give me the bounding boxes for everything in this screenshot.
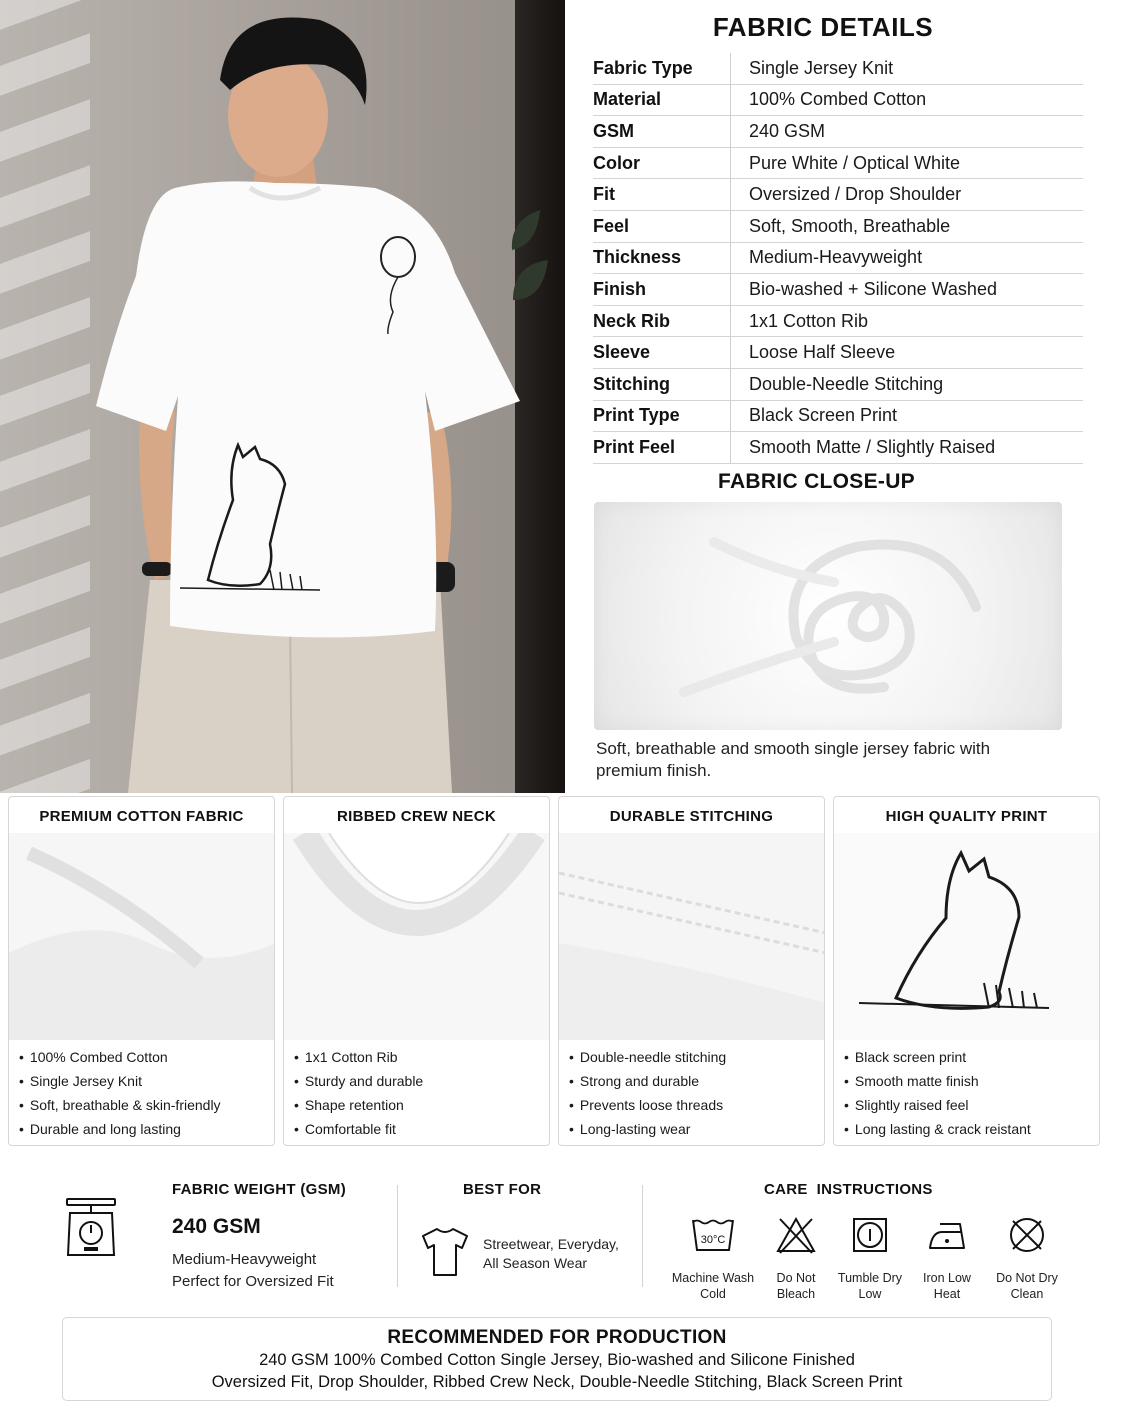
wash-temperature-label: 30°C <box>700 1234 726 1246</box>
care-label-line: Tumble Dry <box>837 1271 903 1285</box>
care-label-line: Do Not <box>776 1271 816 1285</box>
care-item-no-dry-clean <box>982 1216 1072 1302</box>
recommended-line: Oversized Fit, Drop Shoulder, Ribbed Crew Neck, Double-Needle Stitching, Black Screen Print <box>211 1373 903 1391</box>
list-item: • Soft, breathable & skin-friendly <box>19 1093 221 1117</box>
spec-divider <box>730 306 731 337</box>
spec-divider <box>730 274 731 305</box>
weight-desc-line: Medium-Heavyweight <box>172 1251 317 1268</box>
spec-row <box>593 116 1083 148</box>
feature-card-stitching <box>558 796 825 1146</box>
care-label-line: Bleach <box>776 1287 816 1301</box>
spec-value: Black Screen Print <box>749 405 898 426</box>
spec-row <box>593 85 1083 117</box>
spec-row <box>593 179 1083 211</box>
spec-value: Soft, Smooth, Breathable <box>749 215 951 236</box>
card-title: HIGH QUALITY PRINT <box>885 808 1048 825</box>
fabric-details-title: FABRIC DETAILS <box>712 12 934 42</box>
spec-table <box>593 53 1083 464</box>
spec-value: 1x1 Cotton Rib <box>749 310 869 331</box>
list-item: • Long-lasting wear <box>569 1117 726 1141</box>
stitching-graphic <box>559 833 824 1040</box>
best-for-title: BEST FOR <box>463 1181 542 1198</box>
fabric-weight-value: 240 GSM <box>172 1215 261 1238</box>
feature-card-cotton <box>8 796 275 1146</box>
spec-value: Oversized / Drop Shoulder <box>749 184 962 205</box>
scale-icon <box>64 1197 118 1259</box>
best-for-line: Streetwear, Everyday, <box>483 1236 619 1252</box>
care-label-line: Iron Low <box>923 1271 971 1285</box>
spec-label: Fabric Type <box>593 57 693 78</box>
no-dry-clean-icon <box>1007 1216 1047 1254</box>
spec-row <box>593 211 1083 243</box>
list-item: • 100% Combed Cotton <box>19 1045 221 1069</box>
card-bullet-list <box>569 1045 726 1141</box>
care-item-iron <box>902 1216 992 1302</box>
list-item: • Prevents loose threads <box>569 1093 726 1117</box>
spec-label: Finish <box>593 278 646 299</box>
care-instructions-title: CARE INSTRUCTIONS <box>764 1181 933 1198</box>
spec-row <box>593 401 1083 433</box>
best-for-line: All Season Wear <box>483 1255 588 1271</box>
model-photo <box>0 0 565 793</box>
care-label-line: Do Not Dry <box>996 1271 1058 1285</box>
spec-value: Medium-Heavyweight <box>749 247 923 268</box>
fabric-fold-graphic <box>9 833 274 1040</box>
list-item: • Shape retention <box>294 1093 423 1117</box>
card-bullet-list <box>19 1045 221 1141</box>
feature-card-print <box>833 796 1100 1146</box>
fabric-weight-title: FABRIC WEIGHT (GSM) <box>172 1181 347 1198</box>
spec-divider <box>730 211 731 242</box>
print-closeup-image <box>834 833 1099 1040</box>
fabric-closeup-image <box>594 502 1062 730</box>
crew-neck-graphic <box>284 833 549 1040</box>
spec-divider <box>730 179 731 210</box>
card-bullet-list <box>294 1045 423 1141</box>
cat-print-graphic <box>834 833 1099 1040</box>
spec-divider <box>730 243 731 274</box>
tshirt-icon <box>420 1226 470 1278</box>
care-label <box>668 1270 758 1302</box>
spec-value: Bio-washed + Silicone Washed <box>749 278 997 299</box>
list-item: • Black screen print <box>844 1045 1031 1069</box>
recommended-line: 240 GSM 100% Combed Cotton Single Jersey, Bio-washed and Silicone Finished <box>259 1351 855 1369</box>
card-title: PREMIUM COTTON FABRIC <box>39 808 244 825</box>
spec-divider <box>730 337 731 368</box>
spec-row <box>593 369 1083 401</box>
spec-row <box>593 306 1083 338</box>
spec-divider <box>730 85 731 116</box>
spec-value: Smooth Matte / Slightly Raised <box>749 436 996 457</box>
fabric-closeup-caption: Soft, breathable and smooth single jersey fabric with premium finish. <box>596 739 991 780</box>
spec-label: Fit <box>593 184 615 205</box>
list-item: • Strong and durable <box>569 1069 726 1093</box>
care-label-line: Low <box>858 1287 882 1301</box>
list-item: • 1x1 Cotton Rib <box>294 1045 423 1069</box>
spec-value: 100% Combed Cotton <box>749 89 927 110</box>
spec-row <box>593 432 1083 464</box>
list-item: • Durable and long lasting <box>19 1117 221 1141</box>
list-item: • Comfortable fit <box>294 1117 423 1141</box>
spec-value: Loose Half Sleeve <box>749 342 896 363</box>
spec-divider <box>730 369 731 400</box>
spec-label: Neck Rib <box>593 310 671 331</box>
spec-row <box>593 148 1083 180</box>
stitching-image <box>559 833 824 1040</box>
recommended-title: RECOMMENDED FOR PRODUCTION <box>387 1327 727 1348</box>
list-item: • Double-needle stitching <box>569 1045 726 1069</box>
card-title: RIBBED CREW NECK <box>337 808 496 825</box>
card-bullet-list <box>844 1045 1031 1141</box>
spec-value: 240 GSM <box>749 120 826 141</box>
list-item: • Single Jersey Knit <box>19 1069 221 1093</box>
spec-label: Sleeve <box>593 342 651 363</box>
spec-label: Print Feel <box>593 436 676 457</box>
model-illustration <box>0 0 565 793</box>
spec-value: Double-Needle Stitching <box>749 373 944 394</box>
spec-label: Stitching <box>593 373 670 394</box>
spec-divider <box>730 432 731 463</box>
care-label-line: Machine Wash <box>671 1271 755 1285</box>
best-for-description <box>483 1235 619 1273</box>
spec-row <box>593 337 1083 369</box>
care-label-line: Heat <box>933 1287 961 1301</box>
feature-card-neck <box>283 796 550 1146</box>
spec-row <box>593 243 1083 275</box>
care-label <box>902 1270 992 1302</box>
spec-value: Pure White / Optical White <box>749 152 961 173</box>
spec-label: Thickness <box>593 247 682 268</box>
list-item: • Slightly raised feel <box>844 1093 1031 1117</box>
weight-desc-line: Perfect for Oversized Fit <box>172 1273 334 1290</box>
list-item: • Sturdy and durable <box>294 1069 423 1093</box>
spec-label: Color <box>593 152 640 173</box>
cotton-fabric-image <box>9 833 274 1040</box>
fabric-closeup-title: FABRIC CLOSE-UP <box>717 470 915 493</box>
iron-icon <box>926 1216 968 1254</box>
tumble-dry-icon <box>851 1216 889 1254</box>
care-label <box>982 1270 1072 1302</box>
recommended-box <box>62 1317 1052 1401</box>
spec-divider <box>730 116 731 147</box>
section-divider <box>642 1185 643 1287</box>
spec-divider <box>730 401 731 432</box>
care-label-line: Clean <box>1010 1287 1044 1301</box>
fabric-swirl-graphic <box>594 502 1062 730</box>
spec-row <box>593 274 1083 306</box>
care-label-line: Cold <box>700 1287 726 1301</box>
spec-label: GSM <box>593 120 635 141</box>
list-item: • Long lasting & crack reistant <box>844 1117 1031 1141</box>
spec-divider <box>730 148 731 179</box>
machine-wash-icon <box>690 1216 736 1254</box>
card-title: DURABLE STITCHING <box>609 808 774 825</box>
spec-row <box>593 53 1083 85</box>
spec-label: Print Type <box>593 405 680 426</box>
fabric-weight-description <box>172 1249 334 1293</box>
spec-value: Single Jersey Knit <box>749 57 894 78</box>
list-item: • Smooth matte finish <box>844 1069 1031 1093</box>
spec-label: Feel <box>593 215 630 236</box>
spec-label: Material <box>593 89 662 110</box>
spec-divider <box>730 53 731 84</box>
section-divider <box>397 1185 398 1287</box>
crew-neck-image <box>284 833 549 1040</box>
no-bleach-icon <box>775 1216 817 1254</box>
care-item-machine-wash <box>668 1216 758 1302</box>
